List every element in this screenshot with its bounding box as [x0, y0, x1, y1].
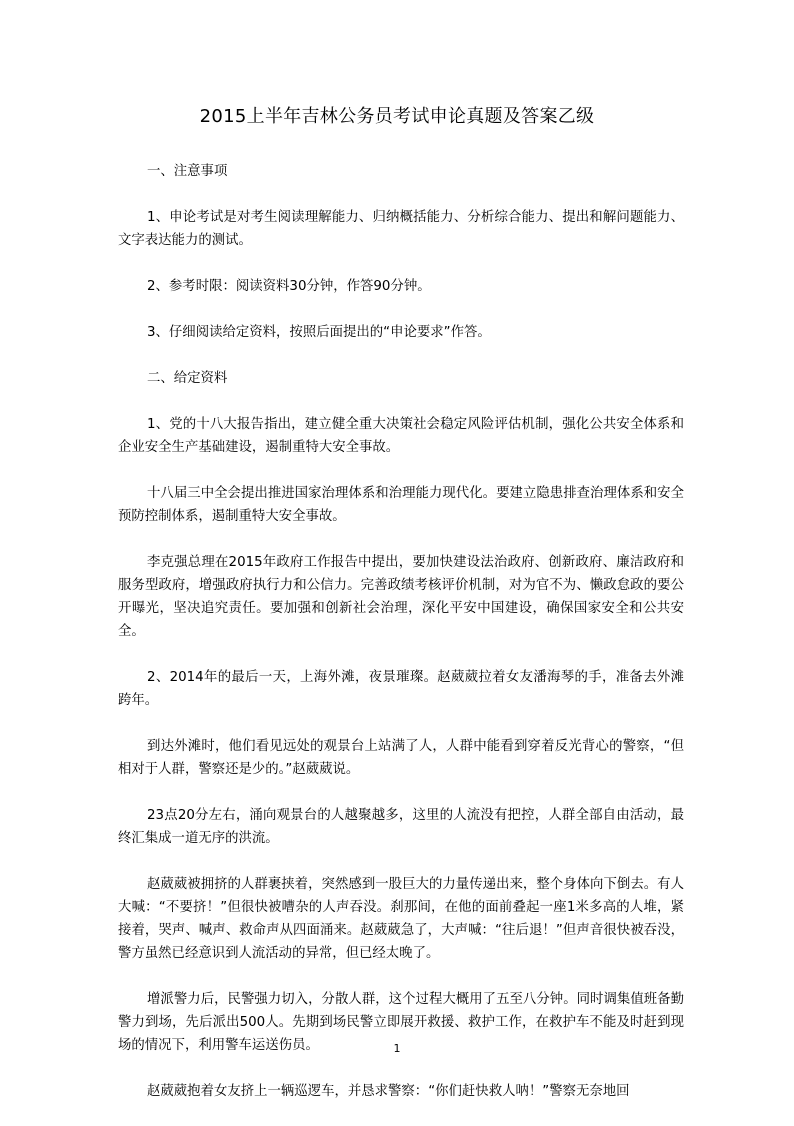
- paragraph: 李克强总理在2015年政府工作报告中提出，要加快建设法治政府、创新政府、廉洁政府和服务型政府，增强政府执行力和公信力。完善政绩考核评价机制，对为官不为、懒政怠政的要公开曝光，坚决追究责任。要加强和创新社会治理，深化平安中国建设，确保国家安全和公共安全。: [118, 555, 684, 639]
- section-heading-notes: 一、注意事项: [147, 164, 228, 179]
- paragraph: 3、仔细阅读给定资料，按照后面提出的“申论要求”作答。: [147, 325, 491, 340]
- paragraph: 十八届三中全会提出推进国家治理体系和治理能力现代化。要建立隐患排查治理体系和安全预防控制体系，遏制重特大安全事故。: [118, 486, 684, 524]
- paragraph: 23点20分左右，涌向观景台的人越聚越多，这里的人流没有把控，人群全部自由活动，最终汇集成一道无序的洪流。: [118, 808, 684, 846]
- paragraph: 1、党的十八大报告指出，建立健全重大决策社会稳定风险评估机制，强化公共安全体系和企业安全生产基础建设，遏制重特大安全事故。: [118, 417, 684, 455]
- document-title: 2015上半年吉林公务员考试申论真题及答案乙级: [199, 106, 595, 127]
- paragraph: 到达外滩时，他们看见远处的观景台上站满了人，人群中能看到穿着反光背心的警察，“但相对于人群，警察还是少的。”赵葳葳说。: [118, 739, 684, 777]
- paragraph: 赵葳葳被拥挤的人群裹挟着，突然感到一股巨大的力量传递出来，整个身体向下倒去。有人大喊：“不要挤！”但很快被嘈杂的人声吞没。刹那间，在他的面前叠起一座1米多高的人堆，紧接着，哭声、喊声、救命声从四面涌来。赵葳葳急了，大声喊：“往后退！”但声音很快被吞没，警方虽然已经意识到人流活动的异常，但已经太晚了。: [118, 877, 684, 961]
- paragraph: 2、2014年的最后一天，上海外滩，夜景璀璨。赵葳葳拉着女友潘海琴的手，准备去外滩跨年。: [118, 670, 684, 708]
- paragraph: 增派警力后，民警强力切入，分散人群，这个过程大概用了五至八分钟。同时调集值班备勤警力到场，先后派出500人。先期到场民警立即展开救援、救护工作，在救护车不能及时赶到现场的情况下，利用警车运送伤员。: [118, 992, 684, 1053]
- paragraph: 1、申论考试是对考生阅读理解能力、归纳概括能力、分析综合能力、提出和解问题能力、文字表达能力的测试。: [118, 210, 684, 248]
- document-body: [118, 160, 684, 1126]
- section-heading-materials: 二、给定资料: [147, 371, 228, 386]
- page-number: 1: [393, 1042, 401, 1055]
- paragraph: 2、参考时限：阅读资料30分钟，作答90分钟。: [147, 279, 431, 294]
- paragraph: 赵葳葳抱着女友挤上一辆巡逻车，并恳求警察：“你们赶快救人呐！”警察无奈地回: [147, 1084, 630, 1099]
